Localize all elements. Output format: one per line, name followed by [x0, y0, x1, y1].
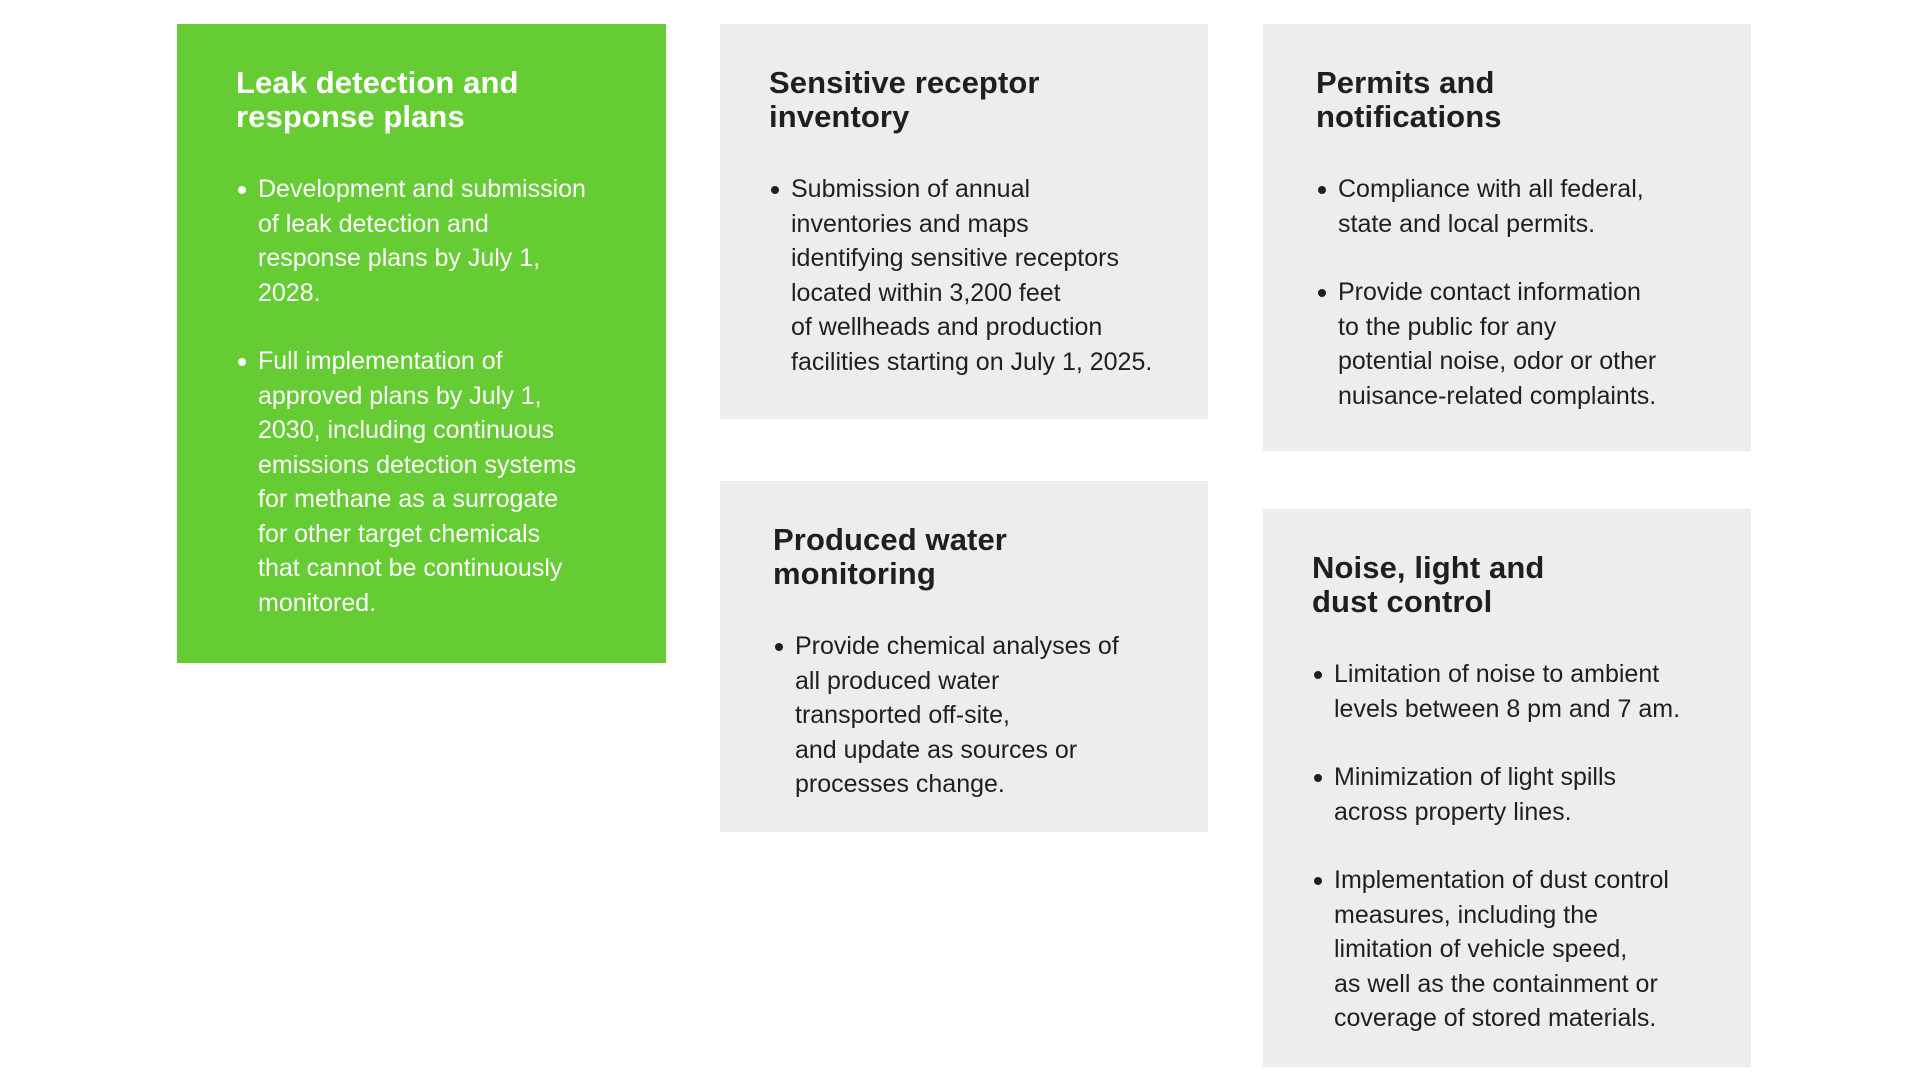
- bullet-item: Minimization of light spills across property lines.: [1312, 760, 1711, 829]
- bullet-list: [1316, 172, 1711, 413]
- card-noise-light-dust-control: [1263, 509, 1751, 1067]
- card-sensitive-receptor-inventory: [720, 24, 1208, 419]
- card-permits-notifications: [1263, 24, 1751, 451]
- bullet-item: Compliance with all federal, state and local permits.: [1316, 172, 1711, 241]
- card-leak-detection: [177, 24, 666, 663]
- bullet-item: Provide chemical analyses of all produced water transported off-site, and update as sources or processes change.: [773, 629, 1168, 802]
- bullet-item: Submission of annual inventories and maps identifying sensitive receptors located within 3,200 feet of wellheads and production facilities starting on July 1, 2025.: [769, 172, 1168, 379]
- bullet-list: [236, 172, 626, 620]
- card-title: Leak detection and response plans: [236, 65, 519, 134]
- card-produced-water-monitoring: [720, 481, 1208, 832]
- card-title: Noise, light and dust control: [1312, 550, 1545, 619]
- bullet-item: Implementation of dust control measures, including the limitation of vehicle speed, as well as the containment or coverage of stored materials.: [1312, 863, 1711, 1036]
- bullet-list: [769, 172, 1168, 379]
- bullet-list: [1312, 657, 1711, 1036]
- card-title: Sensitive receptor inventory: [769, 65, 1040, 134]
- card-title: Produced water monitoring: [773, 522, 1007, 591]
- bullet-list: [773, 629, 1168, 802]
- bullet-item: Provide contact information to the public for any potential noise, odor or other nuisance-related complaints.: [1316, 275, 1711, 413]
- bullet-item: Limitation of noise to ambient levels between 8 pm and 7 am.: [1312, 657, 1711, 726]
- bullet-item: Development and submission of leak detection and response plans by July 1, 2028.: [236, 172, 626, 310]
- bullet-item: Full implementation of approved plans by July 1, 2030, including continuous emissions detection systems for methane as a surrogate for other target chemicals that cannot be continuously monitored.: [236, 344, 626, 620]
- card-title: Permits and notifications: [1316, 65, 1502, 134]
